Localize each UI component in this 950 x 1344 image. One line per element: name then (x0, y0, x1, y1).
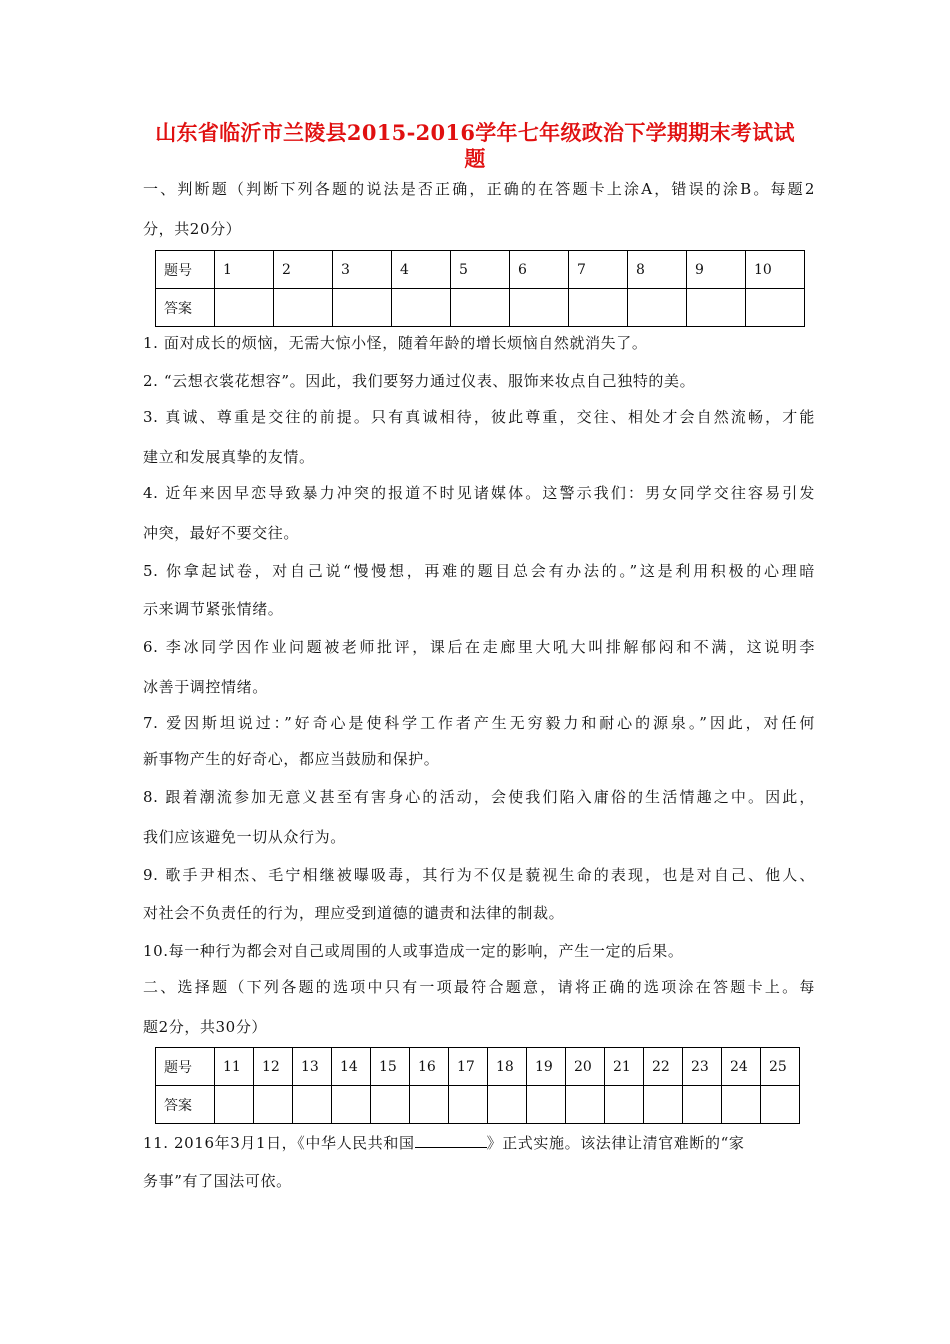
table2-answer-cell[interactable] (605, 1086, 644, 1124)
table2-number-cell: 21 (605, 1048, 644, 1086)
table1-number-cell: 8 (628, 251, 687, 289)
table1-answer-cell[interactable] (510, 289, 569, 327)
title-line-2: 题 (464, 146, 486, 171)
q5-line1: 5. 你拿起试卷，对自己说“慢慢想，再难的题目总会有办法的。”这是利用积极的心理暗 (143, 562, 815, 580)
table1-number-row (156, 251, 805, 289)
table2-number-cell: 19 (527, 1048, 566, 1086)
table2-answer-cell[interactable] (410, 1086, 449, 1124)
title-line-1: 山东省临沂市兰陵县2015-2016学年七年级政治下学期期末考试试 (155, 120, 795, 145)
q3-line2: 建立和发展真挚的友情。 (143, 448, 315, 466)
table1-label-number: 题号 (156, 251, 215, 289)
table1-number-cell: 10 (746, 251, 805, 289)
table2-answer-cell[interactable] (683, 1086, 722, 1124)
table1-answer-cell[interactable] (215, 289, 274, 327)
table1-number-cell: 7 (569, 251, 628, 289)
table2-number-cell: 16 (410, 1048, 449, 1086)
table1-answer-cell[interactable] (687, 289, 746, 327)
table2-number-cell: 20 (566, 1048, 605, 1086)
table2-answer-cell[interactable] (761, 1086, 800, 1124)
table1-number-cell: 3 (333, 251, 392, 289)
table1-answer-cell[interactable] (746, 289, 805, 327)
answer-table-2 (155, 1047, 800, 1124)
section1-heading-line1: 一、判断题（判断下列各题的说法是否正确，正确的在答题卡上涂A，错误的涂B。每题2 (143, 180, 815, 198)
q10: 10.每一种行为都会对自己或周围的人或事造成一定的影响，产生一定的后果。 (143, 942, 684, 960)
q7-line2: 新事物产生的好奇心，都应当鼓励和保护。 (143, 750, 440, 768)
q7-line1: 7. 爱因斯坦说过：”好奇心是使科学工作者产生无穷毅力和耐心的源泉。”因此，对任何 (143, 714, 815, 732)
table1-label-answer: 答案 (156, 289, 215, 327)
table1-number-cell: 6 (510, 251, 569, 289)
table2-answer-row (156, 1086, 800, 1124)
q3-line1: 3. 真诚、尊重是交往的前提。只有真诚相待，彼此尊重，交往、相处才会自然流畅，才能 (143, 408, 815, 426)
table1-answer-cell[interactable] (274, 289, 333, 327)
table2-number-cell: 15 (371, 1048, 410, 1086)
section2-heading-line1: 二、选择题（下列各题的选项中只有一项最符合题意，请将正确的选项涂在答题卡上。每 (143, 978, 815, 996)
q8-line1: 8. 跟着潮流参加无意义甚至有害身心的活动，会使我们陷入庸俗的生活情趣之中。因此， (143, 788, 815, 806)
table2-label-number: 题号 (156, 1048, 215, 1086)
table1-number-cell: 9 (687, 251, 746, 289)
table2-answer-cell[interactable] (644, 1086, 683, 1124)
table2-number-cell: 14 (332, 1048, 371, 1086)
answer-table-1 (155, 250, 805, 327)
table1-answer-cell[interactable] (392, 289, 451, 327)
table1-answer-cell[interactable] (569, 289, 628, 327)
table2-number-row (156, 1048, 800, 1086)
table1-number-cell: 5 (451, 251, 510, 289)
table2-answer-cell[interactable] (293, 1086, 332, 1124)
table2-answer-cell[interactable] (332, 1086, 371, 1124)
q11-line1 (143, 1132, 815, 1153)
table2-answer-cell[interactable] (488, 1086, 527, 1124)
q9-line2: 对社会不负责任的行为，理应受到道德的谴责和法律的制裁。 (143, 904, 565, 922)
q1: 1. 面对成长的烦恼，无需大惊小怪，随着年龄的增长烦恼自然就消失了。 (143, 334, 648, 352)
q11-text-part1: 11. 2016年3月1日，《中华人民共和国 (143, 1134, 415, 1152)
section1-heading-line2: 分，共20分） (143, 220, 242, 238)
answer-blank (415, 1133, 487, 1148)
table2-answer-cell[interactable] (527, 1086, 566, 1124)
table2-answer-cell[interactable] (722, 1086, 761, 1124)
table1-number-cell: 2 (274, 251, 333, 289)
q11-text-part2: 》正式实施。该法律让清官难断的“家 (486, 1134, 745, 1152)
table1-number-cell: 4 (392, 251, 451, 289)
table2-number-cell: 12 (254, 1048, 293, 1086)
table1-answer-cell[interactable] (628, 289, 687, 327)
table1-answer-cell[interactable] (333, 289, 392, 327)
section2-heading-line2: 题2分，共30分） (143, 1018, 268, 1036)
q11-line2: 务事”有了国法可依。 (143, 1172, 292, 1190)
table2-number-cell: 25 (761, 1048, 800, 1086)
table2-number-cell: 18 (488, 1048, 527, 1086)
q2: 2. “云想衣裳花想容”。因此，我们要努力通过仪表、服饰来妆点自己独特的美。 (143, 372, 696, 390)
q4-line2: 冲突，最好不要交往。 (143, 524, 300, 542)
table1-answer-cell[interactable] (451, 289, 510, 327)
table2-answer-cell[interactable] (449, 1086, 488, 1124)
table2-label-answer: 答案 (156, 1086, 215, 1124)
q6-line1: 6. 李冰同学因作业问题被老师批评，课后在走廊里大吼大叫排解郁闷和不满，这说明李 (143, 638, 815, 656)
q8-line2: 我们应该避免一切从众行为。 (143, 828, 346, 846)
table1-number-cell: 1 (215, 251, 274, 289)
table2-answer-cell[interactable] (371, 1086, 410, 1124)
table2-number-cell: 24 (722, 1048, 761, 1086)
q4-line1: 4. 近年来因早恋导致暴力冲突的报道不时见诸媒体。这警示我们：男女同学交往容易引发 (143, 484, 815, 502)
table1-answer-row (156, 289, 805, 327)
table2-number-cell: 23 (683, 1048, 722, 1086)
table2-number-cell: 17 (449, 1048, 488, 1086)
page-title (140, 120, 810, 172)
q5-line2: 示来调节紧张情绪。 (143, 600, 284, 618)
table2-number-cell: 22 (644, 1048, 683, 1086)
table2-number-cell: 13 (293, 1048, 332, 1086)
table2-answer-cell[interactable] (566, 1086, 605, 1124)
q6-line2: 冰善于调控情绪。 (143, 678, 268, 696)
table2-answer-cell[interactable] (215, 1086, 254, 1124)
table2-answer-cell[interactable] (254, 1086, 293, 1124)
table2-number-cell: 11 (215, 1048, 254, 1086)
q9-line1: 9. 歌手尹相杰、毛宁相继被曝吸毒，其行为不仅是藐视生命的表现，也是对自己、他人、 (143, 866, 815, 884)
